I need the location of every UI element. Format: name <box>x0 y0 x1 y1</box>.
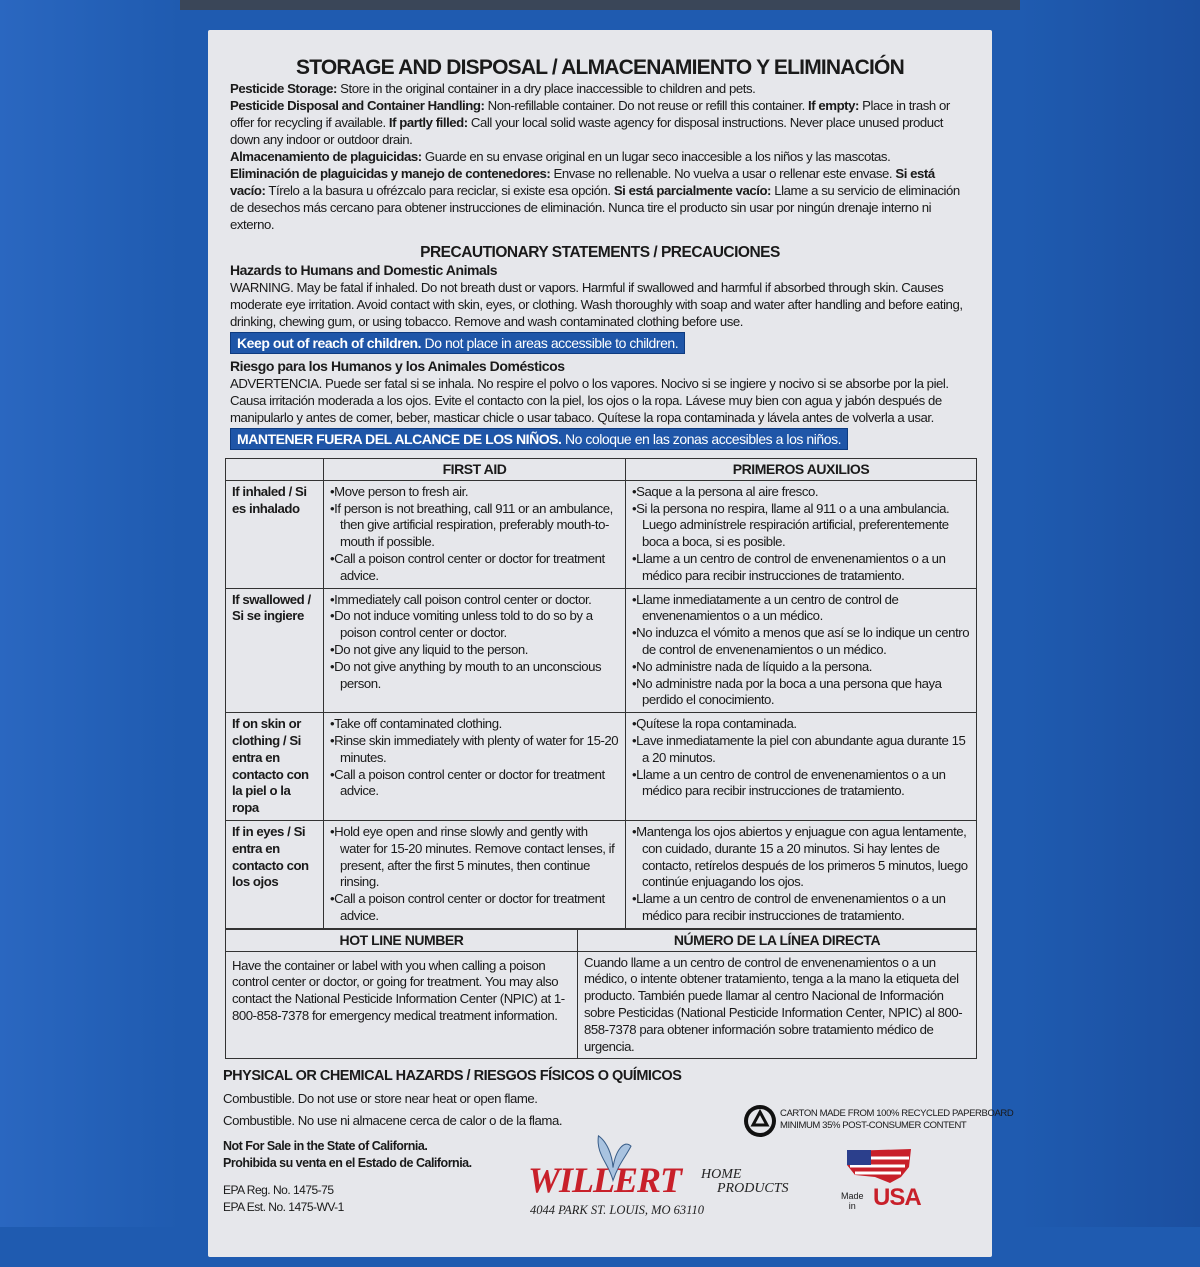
paragraph-label: Almacenamiento de plaguicidas: <box>230 149 422 164</box>
recycle-icon <box>743 1104 777 1143</box>
precautions-en <box>223 262 977 458</box>
first-aid-row <box>226 588 977 713</box>
hotline-header-en: HOT LINE NUMBER <box>226 929 578 951</box>
brand-home: HOME <box>701 1167 742 1183</box>
california-es: Prohibida su venta en el Estado de California. <box>223 1156 472 1171</box>
first-aid-step: • Llame a un centro de control de envenenamientos o a un médico para recibir instrucciones de tratamiento. <box>632 551 970 585</box>
first-aid-step: • Mantenga los ojos abiertos y enjuague con agua lentamente, con cuidado, durante 15 a 20 minutos. Si hay lentes de contacto, retírelos después de los primeros 5 minutos, luego continúe enjuagando los ojos. <box>632 824 970 891</box>
mantener-bold: MANTENER FUERA DEL ALCANCE DE LOS NIÑOS. <box>237 431 562 447</box>
box-top-edge <box>180 0 1020 10</box>
first-aid-step: • Immediately call poison control center or doctor. <box>330 592 619 609</box>
first-aid-header-blank <box>226 459 324 481</box>
paragraph-label: Si está parcialmente vacío: <box>613 183 771 198</box>
physical-es: Combustible. No use ni almacene cerca de calor o de la flama. <box>223 1113 563 1129</box>
first-aid-step: • Call a poison control center or doctor for treatment advice. <box>330 551 619 585</box>
label-panel <box>208 30 1014 1257</box>
first-aid-step: • Move person to fresh air. <box>330 484 619 501</box>
first-aid-row <box>226 480 977 588</box>
physical-en: Combustible. Do not use or store near heat or open flame. <box>223 1091 538 1107</box>
first-aid-steps-en <box>324 820 626 928</box>
precautions-title: PRECAUTIONARY STATEMENTS / PRECAUCIONES <box>420 244 780 261</box>
hotline-table <box>225 929 977 1060</box>
hotline-text-en: Have the container or label with you when calling a poison control center or doctor, or going for treatment. You may also contact the National Pesticide Information Center (NPIC) at 1-800-858-7378 for emergency medical treatment information. <box>226 951 578 1059</box>
paragraph-text: Guarde en su envase original en un lugar seco inaccesible a los niños y las mascotas. <box>421 149 891 164</box>
storage-paragraph <box>230 80 970 97</box>
in-text: in <box>848 1201 856 1212</box>
first-aid-step: • If person is not breathing, call 911 or an ambulance, then give artificial respiration, preferably mouth-to-mouth if possible. <box>330 501 619 551</box>
first-aid-steps-en <box>324 713 626 821</box>
recycled-line-2: MINIMUM 35% POST-CONSUMER CONTENT <box>780 1120 967 1132</box>
first-aid-row <box>226 713 977 821</box>
storage-paragraph <box>230 165 970 233</box>
keep-out-band <box>230 332 685 354</box>
first-aid-situation: If inhaled / Si es inhalado <box>226 480 324 588</box>
storage-title: STORAGE AND DISPOSAL / ALMACENAMIENTO Y ELIMINACIÓN <box>296 56 904 79</box>
first-aid-row <box>226 820 977 928</box>
paragraph-text: Place in trash or offer for recycling if available. <box>230 98 950 130</box>
paragraph-label: Si está vacío: <box>230 166 935 198</box>
first-aid-step: • Quítese la ropa contaminada. <box>632 716 970 733</box>
first-aid-step: • Llame a un centro de control de envenenamientos o a un médico para recibir instrucciones de tratamiento. <box>632 767 970 801</box>
first-aid-step: • Do not give anything by mouth to an unconscious person. <box>330 659 619 693</box>
first-aid-steps-en <box>324 588 626 713</box>
epa-reg: EPA Reg. No. 1475-75 <box>223 1183 334 1198</box>
first-aid-step: • Call a poison control center or doctor for treatment advice. <box>330 767 619 801</box>
paragraph-label: Eliminación de plaguicidas y manejo de contenedores: <box>230 166 551 181</box>
first-aid-step: • Lave inmediatamente la piel con abundante agua durante 15 a 20 minutos. <box>632 733 970 767</box>
made-text: Made <box>841 1191 864 1202</box>
first-aid-steps-es <box>626 588 977 713</box>
first-aid-step: • Rinse skin immediately with plenty of water for 15-20 minutes. <box>330 733 619 767</box>
physical-title: PHYSICAL OR CHEMICAL HAZARDS / RIESGOS FÍSICOS O QUÍMICOS <box>223 1068 682 1085</box>
storage-section <box>223 80 977 233</box>
california-en: Not For Sale in the State of California. <box>223 1139 428 1154</box>
first-aid-step: • Call a poison control center or doctor for treatment advice. <box>330 891 619 925</box>
hotline-text-es: Cuando llame a un centro de control de envenenamientos o a un médico, o intente obtener tratamiento, tenga a la mano la etiqueta del producto. También puede llamar al centro Nacional de Información sobre Pesticidas (National Pesticide Information Center, NPIC) al 800-858-7378 para obtener información sobre tratamiento médico de urgencia. <box>578 951 977 1059</box>
paragraph-text: Llame a su servicio de eliminación de desechos más cercano para obtener instrucciones de eliminación. Nunca tire el producto sin usar por ningún drenaje interno ni externo. <box>230 183 960 232</box>
warning-text: WARNING. May be fatal if inhaled. Do not breath dust or vapors. Harmful if swallowed and harmful if absorbed through skin. Causes moderate eye irritation. Avoid contact with skin, eyes, or clothing. Wash thoroughly with soap and water after handling and before eating, drinking, chewing gum, or using tobacco. Remove and wash contaminated clothing before use. <box>230 280 963 329</box>
first-aid-step: • No administre nada por la boca a una persona que haya perdido el conocimiento. <box>632 676 970 710</box>
hotline-header-es: NÚMERO DE LA LÍNEA DIRECTA <box>578 929 977 951</box>
first-aid-steps-es <box>626 713 977 821</box>
mantener-text: No coloque en las zonas accesibles a los niños. <box>561 431 842 447</box>
first-aid-step: • No induzca el vómito a menos que así se lo indique un centro de control de envenenamientos o un médico. <box>632 625 970 659</box>
mantener-band <box>230 428 848 450</box>
first-aid-steps-es <box>626 480 977 588</box>
paragraph-text: Call your local solid waste agency for disposal instructions. Never place unused product down any indoor or outdoor drain. <box>230 115 943 147</box>
brand-address: 4044 PARK ST. LOUIS, MO 63110 <box>530 1203 704 1218</box>
paragraph-label: Pesticide Storage: <box>230 81 337 96</box>
first-aid-situation: If in eyes / Si entra en contacto con los ojos <box>226 820 324 928</box>
first-aid-step: • Do not give any liquid to the person. <box>330 642 619 659</box>
recycled-notice <box>780 1108 1013 1132</box>
first-aid-step: • Take off contaminated clothing. <box>330 716 619 733</box>
paragraph-text: Store in the original container in a dry place inaccessible to children and pets. <box>336 81 756 96</box>
first-aid-table <box>225 458 977 929</box>
storage-paragraph <box>230 148 970 165</box>
brand-subtitle <box>701 1168 789 1196</box>
epa-est: EPA Est. No. 1475-WV-1 <box>223 1200 344 1215</box>
paragraph-text: Tírelo a la basura u ofrézcalo para reciclar, si existe esa opción. <box>265 183 614 198</box>
brand-products: PRODUCTS <box>717 1181 789 1197</box>
epa-numbers <box>223 1182 344 1216</box>
paragraph-text: Non-refillable container. Do not reuse or refill this container. <box>484 98 809 113</box>
first-aid-step: • Hold eye open and rinse slowly and gently with water for 15-20 minutes. Remove contact lenses, if present, after the first 5 minutes, then continue rinsing. <box>330 824 619 891</box>
keep-out-text: Do not place in areas accessible to children. <box>421 335 679 351</box>
usa-text: USA <box>873 1184 921 1212</box>
first-aid-step: • Llame a un centro de control de envenenamientos o a un médico para recibir instrucciones de tratamiento. <box>632 891 970 925</box>
first-aid-steps-en <box>324 480 626 588</box>
keep-out-bold: Keep out of reach of children. <box>237 335 422 351</box>
riesgo-heading: Riesgo para los Humanos y los Animales Domésticos <box>230 358 565 374</box>
first-aid-situation: If swallowed / Si se ingiere <box>226 588 324 713</box>
first-aid-step: • Do not induce vomiting unless told to do so by a poison control center or doctor. <box>330 608 619 642</box>
advertencia-text: ADVERTENCIA. Puede ser fatal si se inhala. No respire el polvo o los vapores. Nocivo si se ingiere y nocivo si se absorbe por la piel. Causa irritación moderada a los ojos. Evite el contacto con la piel, los ojos o la ropa. Lávese muy bien con agua y jabón después de manipularlo y antes de comer, beber, masticar chicle o usar tabaco. Quítese la ropa contaminada y lávela antes de volverla a usar. <box>230 376 949 425</box>
paragraph-label: If partly filled: <box>388 115 468 130</box>
willert-brand: WILLERT <box>528 1160 682 1201</box>
first-aid-steps-es <box>626 820 977 928</box>
first-aid-step: • Saque a la persona al aire fresco. <box>632 484 970 501</box>
made-in-label <box>841 1191 864 1211</box>
first-aid-header-en: FIRST AID <box>324 459 626 481</box>
recycled-line-1: CARTON MADE FROM 100% RECYCLED PAPERBOARD <box>780 1108 1014 1120</box>
first-aid-situation: If on skin or clothing / Si entra en contacto con la piel o la ropa <box>226 713 324 821</box>
storage-paragraph <box>230 97 970 148</box>
first-aid-step: • Si la persona no respira, llame al 911 o a una ambulancia. Luego adminístrele respiración artificial, preferentemente boca a boca, si es posible. <box>632 501 970 551</box>
paragraph-label: Pesticide Disposal and Container Handling: <box>230 98 485 113</box>
first-aid-step: • Llame inmediatamente a un centro de control de envenenamientos o a un médico. <box>632 592 970 626</box>
paragraph-label: If empty: <box>808 98 859 113</box>
first-aid-header-es: PRIMEROS AUXILIOS <box>626 459 977 481</box>
first-aid-step: • No administre nada de líquido a la persona. <box>632 659 970 676</box>
paragraph-text: Envase no rellenable. No vuelva a usar o rellenar este envase. <box>550 166 896 181</box>
hazards-heading: Hazards to Humans and Domestic Animals <box>230 262 498 278</box>
california-notice <box>223 1138 472 1172</box>
label-footer <box>223 1067 1014 1247</box>
